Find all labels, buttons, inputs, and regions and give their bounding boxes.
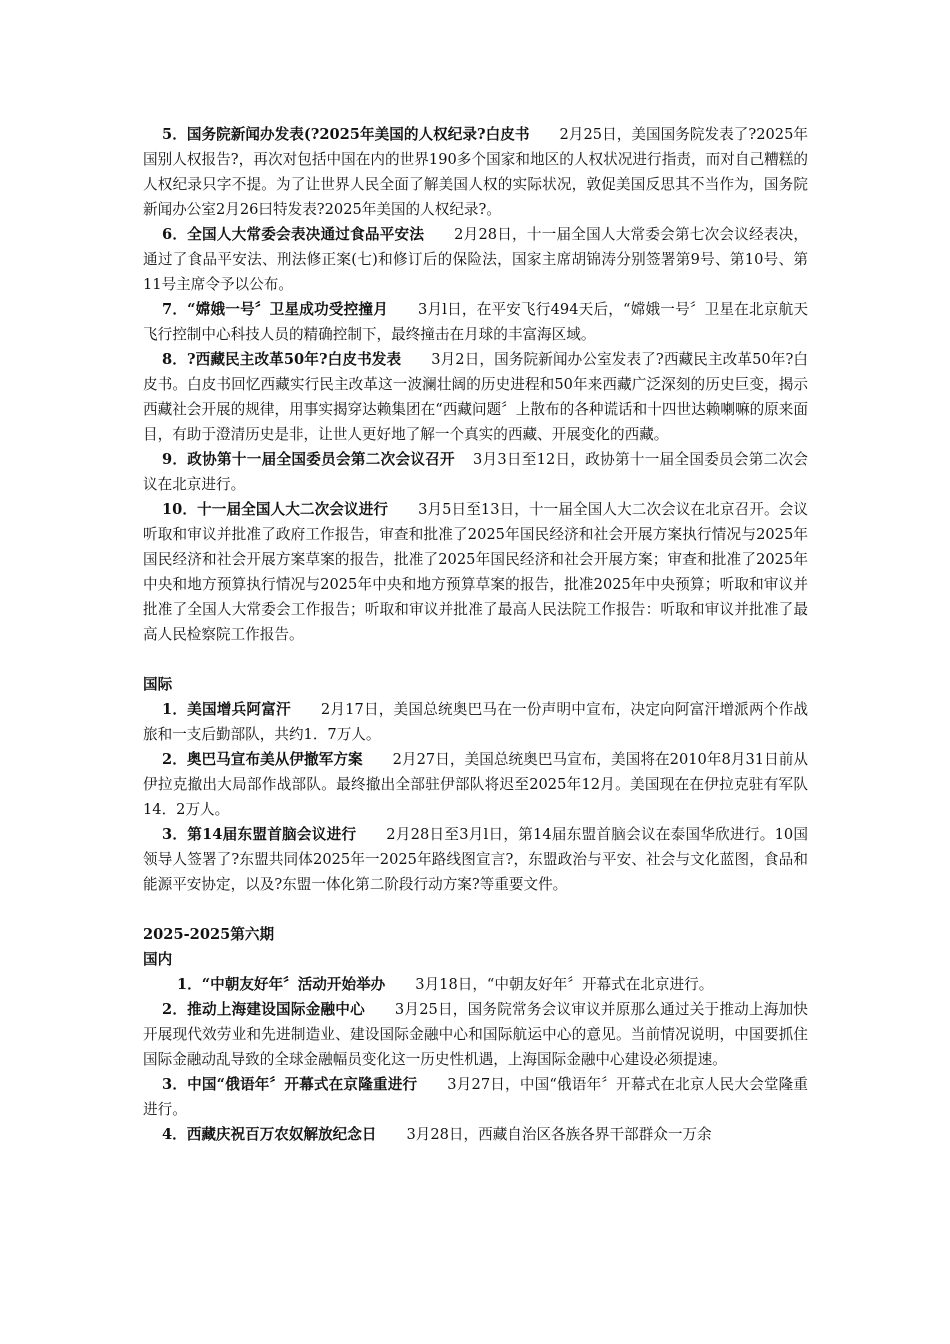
news-item-2-2 — [143, 997, 808, 1072]
news-item-body: 3月25日，国务院常务会议审议并原那么通过关于推动上海加快开展现代效劳业和先进制造业、建设国际金融中心和国际航运中心的意见。当前情况说明，中国要抓住国际金融动乱导致的全球金融幅员变化这一历史性机遇，上海国际金融中心建设必须提速。 — [143, 1001, 808, 1068]
document-page — [143, 122, 808, 1147]
news-item-title: 1．美国增兵阿富汗 — [162, 701, 291, 718]
news-item-intl-1 — [143, 697, 808, 747]
news-item-2-3 — [143, 1072, 808, 1122]
news-item-body: 2月17日，美国总统奥巴马在一份声明中宣布，决定向阿富汗增派两个作战旅和一支后勤部队，共约1．7万人。 — [143, 701, 808, 743]
news-item-body: 3月28日，西藏自治区各族各界干部群众一万余 — [406, 1126, 712, 1143]
domestic-news-list-2 — [143, 972, 808, 1147]
news-item-title: 9．政协第十一届全国委员会第二次会议召开 — [162, 451, 455, 468]
news-item-body: 3月18日，“中朝友好年〞开幕式在北京进行。 — [415, 976, 714, 993]
news-item-title: 3．第14届东盟首脑会议进行 — [162, 826, 357, 843]
news-item-6 — [143, 222, 808, 297]
news-item-title: 2．奥巴马宣布美从伊撤军方案 — [162, 751, 363, 768]
spacer — [143, 647, 808, 672]
domestic-heading: 国内 — [143, 951, 173, 968]
news-item-body: 3月3日至12日，政协第十一届全国委员会第二次会议在北京进行。 — [143, 451, 808, 493]
news-item-title: 1．“中朝友好年〞活动开始举办 — [177, 976, 386, 993]
news-item-body: 3月5日至13日，十一届全国人大二次会议在北京召开。会议听取和审议并批准了政府工作报告，审查和批准了2025年国民经济和社会开展方案执行情况与2025年国民经济和社会开展方案草案的报告，批准了2025年国民经济和社会开展方案；审查和批准了2025年中央和地方预算执行情况与2025年中央和地方预算草案的报告，批准2025年中央预算；听取和审议并批准了全国人大常委会工作报告；听取和审议并批准了最高人民法院工作报告：听取和审议并批准了最高人民检察院工作报告。 — [143, 501, 808, 643]
news-item-title: 5．国务院新闻办发表(?2025年美国的人权纪录?白皮书 — [162, 126, 530, 143]
news-item-body: 2月25日，美国国务院发表了?2025年国别人权报告?，再次对包括中国在内的世界190多个国家和地区的人权状况进行指责，而对自己糟糕的人权纪录只字不提。为了让世界人民全面了解美国人权的实际状况，敦促美国反思其不当作为，国务院新闻办公室2月26曰特发表?2025年美国的人权纪录?。 — [143, 126, 809, 218]
news-item-body: 2月27日，美国总统奥巴马宣布，美国将在2010年8月31日前从伊拉克撤出大局部作战部队。最终撤出全部驻伊部队将迟至2025年12月。美国现在在伊拉克驻有军队14．2万人。 — [143, 751, 809, 818]
news-item-7 — [143, 297, 808, 347]
issue-heading: 2025-2025第六期 — [143, 926, 275, 943]
news-item-body: 3月l日，在平安飞行494天后，“嫦娥一号〞卫星在北京航天飞行控制中心科技人员的精确控制下，最终撞击在月球的丰富海区域。 — [143, 301, 808, 343]
news-item-title: 3．中国“俄语年〞开幕式在京隆重进行 — [162, 1076, 418, 1093]
news-item-title: 4．西藏庆祝百万农奴解放纪念日 — [162, 1126, 377, 1143]
news-item-body: 2月28日至3月l日，第14届东盟首脑会议在泰国华欣进行。10国领导人签署了?东盟共同体2025年一2025年路线图宣言?，东盟政治与平安、社会与文化蓝图，食品和能源平安协定，以及?东盟一体化第二阶段行动方案?等重要文件。 — [143, 826, 808, 893]
news-item-intl-3 — [143, 822, 808, 897]
news-item-title: 7．“嫦娥一号〞卫星成功受控撞月 — [162, 301, 388, 318]
news-item-2-4 — [143, 1122, 808, 1147]
news-item-10 — [143, 497, 808, 647]
news-item-title: 6．全国人大常委会表决通过食品平安法 — [162, 226, 425, 243]
news-item-body: 3月27日，中国“俄语年〞开幕式在北京人民大会堂隆重进行。 — [143, 1076, 808, 1118]
news-item-8 — [143, 347, 808, 447]
news-item-2-1 — [143, 972, 808, 997]
international-heading: 国际 — [143, 676, 173, 693]
news-item-intl-2 — [143, 747, 808, 822]
spacer — [143, 897, 808, 922]
news-item-title: 8．?西藏民主改革50年?白皮书发表 — [162, 351, 402, 368]
international-news-list — [143, 697, 808, 897]
domestic-news-list-1 — [143, 122, 808, 647]
news-item-5 — [143, 122, 808, 222]
news-item-body: 3月2日，国务院新闻办公室发表了?西藏民主改革50年?白皮书。白皮书回忆西藏实行民主改革这一波澜壮阔的历史进程和50年来西藏广泛深刻的历史巨变，揭示西藏社会开展的规律，用事实揭穿达赖集团在“西藏问题〞上散布的各种谎话和十四世达赖喇嘛的原来面目，有助于澄清历史是非，让世人更好地了解一个真实的西藏、开展变化的西藏。 — [143, 351, 808, 443]
news-item-title: 2．推动上海建设国际金融中心 — [162, 1001, 365, 1018]
news-item-title: 10．十一届全国人大二次会议进行 — [162, 501, 389, 518]
news-item-9 — [143, 447, 808, 497]
news-item-body: 2月28日，十一届全国人大常委会第七次会议经表决，通过了食品平安法、刑法修正案(七)和修订后的保险法，国家主席胡锦涛分别签署第9号、第10号、第11号主席令予以公布。 — [143, 226, 809, 293]
